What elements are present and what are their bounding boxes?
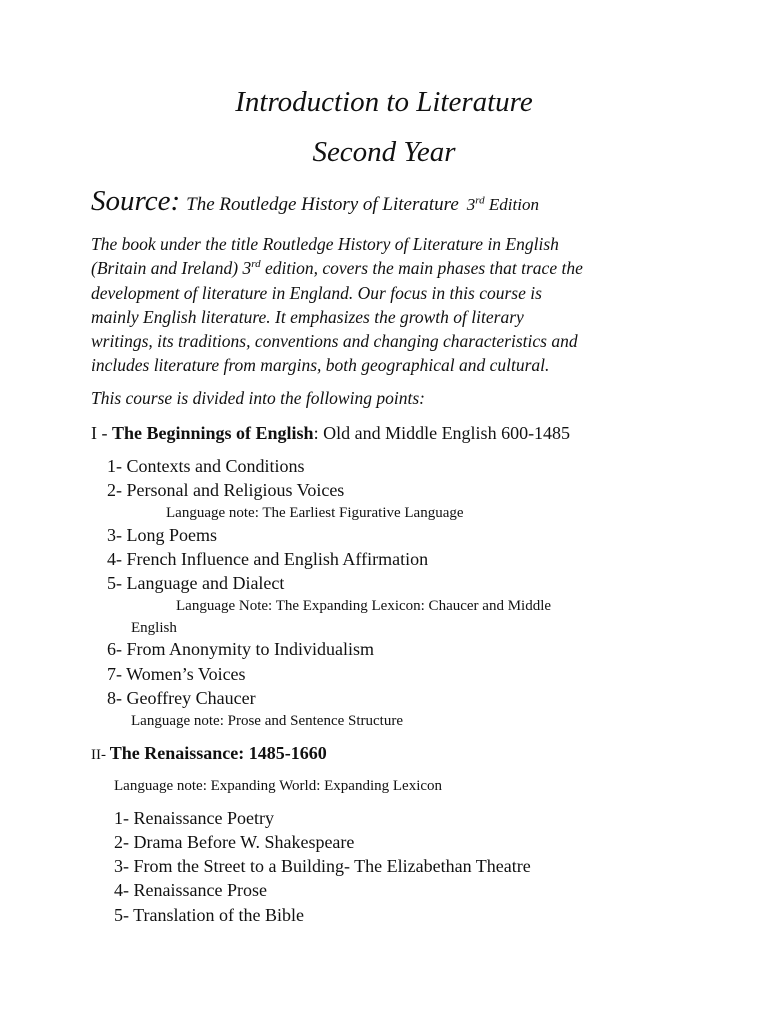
intro-line [91, 256, 711, 280]
intro-line2-post: edition, covers the main phases that trace the [260, 258, 583, 279]
section-numeral: I - [91, 423, 112, 443]
list-item: 1- Contexts and Conditions [107, 456, 305, 476]
section-heading-1 [91, 423, 570, 444]
intro-line: The book under the title Routledge History of Literature in English [91, 234, 559, 254]
list-item: 3- From the Street to a Building- The Elizabethan Theatre [114, 856, 531, 876]
language-note: Language note: Prose and Sentence Structure [131, 713, 403, 729]
intro-line2-pre: (Britain and Ireland) 3 [91, 258, 252, 279]
source-edition-word: Edition [488, 195, 539, 214]
intro-paragraph [91, 232, 711, 378]
divided-text: This course is divided into the following points: [91, 388, 425, 408]
source-line [91, 185, 539, 218]
language-note: Language note: Expanding World: Expanding Lexicon [114, 778, 443, 794]
document-title: Introduction to Literature [235, 86, 533, 118]
source-label: Source: [91, 185, 181, 217]
source-title: The Routledge History of Literature [186, 194, 459, 215]
list-item: 5- Translation of the Bible [114, 905, 304, 925]
source-edition-suffix: rd [475, 194, 485, 207]
intro-line2-sup: rd [251, 258, 261, 271]
section-subtitle: : Old and Middle English 600-1485 [313, 423, 571, 443]
list-item: 4- French Influence and English Affirmation [107, 549, 429, 569]
source-edition-number: 3 [466, 195, 476, 214]
list-item: 5- Language and Dialect [107, 573, 285, 593]
language-note: Language Note: The Expanding Lexicon: Chaucer and Middle [176, 598, 552, 614]
list-item: 6- From Anonymity to Individualism [107, 639, 375, 659]
list-item: 3- Long Poems [107, 525, 217, 545]
language-note-continued: English [131, 620, 177, 636]
list-item: 1- Renaissance Poetry [114, 808, 274, 828]
intro-line: writings, its traditions, conventions and changing characteristics and [91, 331, 578, 352]
section-name: The Renaissance: 1485-1660 [109, 743, 327, 763]
list-item: 8- Geoffrey Chaucer [107, 688, 256, 708]
source-edition [467, 195, 539, 214]
document-subtitle: Second Year [312, 136, 456, 168]
list-item: 4- Renaissance Prose [114, 880, 267, 900]
list-item: 7- Women’s Voices [107, 664, 246, 684]
intro-line: mainly English literature. It emphasizes the growth of literary [91, 306, 524, 327]
list-item: 2- Drama Before W. Shakespeare [114, 832, 355, 852]
language-note: Language note: The Earliest Figurative Language [166, 505, 464, 521]
intro-line: development of literature in England. Our focus in this course is [91, 282, 542, 303]
section-heading-2 [91, 743, 327, 764]
intro-line: includes literature from margins, both geographical and cultural. [91, 355, 550, 376]
section-name: The Beginnings of English [112, 423, 314, 443]
list-item: 2- Personal and Religious Voices [107, 480, 345, 500]
section-numeral: II- [91, 747, 110, 763]
